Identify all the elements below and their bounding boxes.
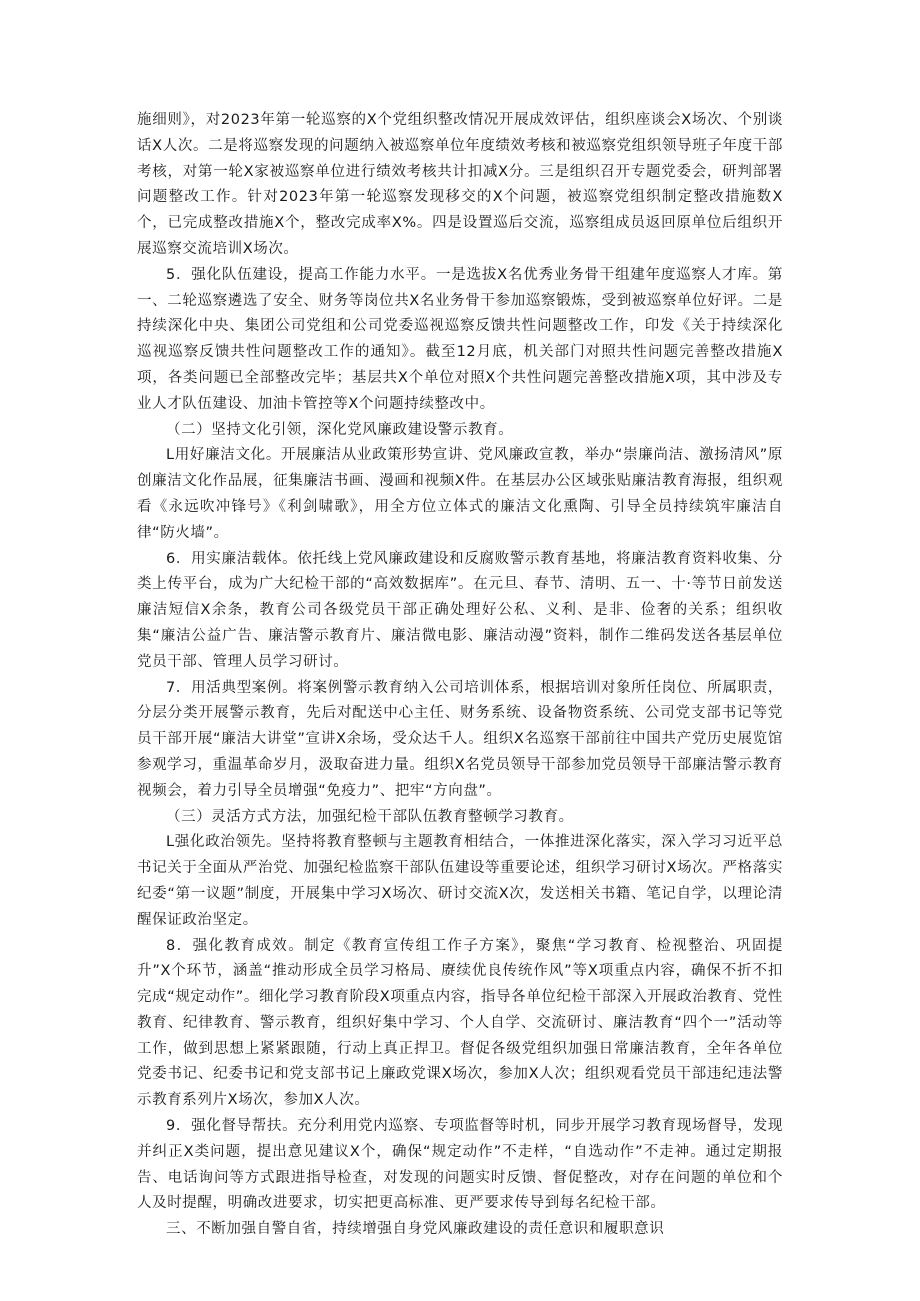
paragraph-continuation: 施细则》，对2023年第一轮巡察的X个党组织整改情况开展成效评估，组织座谈会X场次、个别谈话X人次。二是将巡察发现的问题纳入被巡察单位年度绩效考核和被巡察党组织领导班子年度干部考核，对第一轮X家被巡察单位进行绩效考核共计扣减X分。三是组织召开专题党委会，研判部署问题整改工作。针对2023年第一轮巡察发现移交的X个问题，被巡察党组织制定整改措施数X个，已完成整改措施X个，整改完成率X%。四是设置巡后交流，巡察组成员返回原单位后组织开展巡察交流培训X场次。 (137, 112, 783, 257)
section-heading-3: （三）灵活方式方法，加强纪检干部队伍教育整顿学习教育。 (166, 808, 574, 825)
document-body (137, 108, 783, 1243)
section-heading-2: （二）坚持文化引领，深化党风廉政建设警示教育。 (166, 421, 514, 438)
chapter-heading-3: 三、不断加强自警自省，持续增强自身党风廉政建设的责任意识和履职意识 (166, 1221, 665, 1238)
paragraph-item-5: 5．强化队伍建设，提高工作能力水平。一是选拔X名优秀业务骨干组建年度巡察人才库。第一、二轮巡察遴选了安全、财务等岗位共X名业务骨干参加巡察锻炼，受到被巡察单位好评。二是持续深化中央、集团公司党组和公司党委巡视巡察反馈共性问题整改工作，印发《关于持续深化巡视巡察反馈共性问题整改工作的通知》。截至12月底，机关部门对照共性问题完善整改措施X项，各类问题已全部整改完毕；基层共X个单位对照X个共性问题完善整改措施X项，其中涉及专业人才队伍建设、加油卡管控等X个问题持续整改中。 (137, 266, 783, 412)
paragraph-item-6: 6．用实廉洁载体。依托线上党风廉政建设和反腐败警示教育基地，将廉洁教育资料收集、分类上传平台，成为广大纪检干部的“高效数据库”。在元旦、春节、清明、五一、十·等节日前发送廉洁短信X余条，教育公司各级党员干部正确处理好公私、义利、是非、俭奢的关系；组织收集“廉洁公益广告、廉洁警示教育片、廉洁微电影、廉洁动漫”资料，制作二维码发送各基层单位党员干部、管理人员学习研讨。 (137, 550, 783, 670)
paragraph-item-8: 8．强化教育成效。制定《教育宣传组工作子方案》，聚焦“学习教育、检视整治、巩固提升”X个环节，涵盖“推动形成全员学习格局、赓续优良传统作风”等X项重点内容，确保不折不扣完成“规定动作”。细化学习教育阶段X项重点内容，指导各单位纪检干部深入开展政治教育、党性教育、纪律教育、警示教育，组织好集中学习、个人自学、交流研讨、廉洁教育“四个一”活动等工作，做到思想上紧紧跟随，行动上真正捍卫。督促各级党组织加强日常廉洁教育，全年各单位党委书记、纪委书记和党支部书记上廉政党课X场次，参加X人次；组织观看党员干部违纪违法警示教育系列片X场次，参加X人次。 (137, 937, 783, 1109)
paragraph-item-l-culture: L用好廉洁文化。开展廉洁从业政策形势宣讲、党风廉政宣教，举办“崇廉尚洁、激扬清风”原创廉洁文化作品展，征集廉洁书画、漫画和视频X件。在基层办公区域张贴廉洁教育海报，组织观看《永远吹冲锋号》《利剑啸歌》，用全方位立体式的廉洁文化熏陶、引导全员持续筑牢廉洁自律“防火墙”。 (137, 447, 783, 541)
paragraph-item-l-politics: L强化政治领先。坚持将教育整顿与主题教育相结合，一体推进深化落实，深入学习习近平总书记关于全面从严治党、加强纪检监察干部队伍建设等重要论述，组织学习研讨X场次。严格落实纪委“第一议题”制度，开展集中学习X场次、研讨交流X次，发送相关书籍、笔记自学，以理论清醒保证政治坚定。 (137, 834, 783, 928)
paragraph-item-7: 7．用活典型案例。将案例警示教育纳入公司培训体系，根据培训对象所任岗位、所属职责，分层分类开展警示教育，先后对配送中心主任、财务系统、设备物资系统、公司党支部书记等党员干部开展“廉洁大讲堂”宣讲X余场，受众达千人。组织X名巡察干部前往中国共产党历史展览馆参观学习，重温革命岁月，汲取奋进力量。组织X名党员领导干部参加党员领导干部廉洁警示教育视频会，着力引导全员增强“免疫力”、把牢“方向盘”。 (137, 679, 783, 799)
paragraph-item-9: 9．强化督导帮扶。充分利用党内巡察、专项监督等时机，同步开展学习教育现场督导，发现并纠正X类问题，提出意见建议X个，确保“规定动作”不走样，“自选动作”不走神。通过定期报告、电话询问等方式跟进指导检查，对发现的问题实时反馈、督促整改，对存在问题的单位和个人及时提醒，明确改进要求，切实把更高标准、更严要求传导到每名纪检干部。 (137, 1118, 783, 1212)
